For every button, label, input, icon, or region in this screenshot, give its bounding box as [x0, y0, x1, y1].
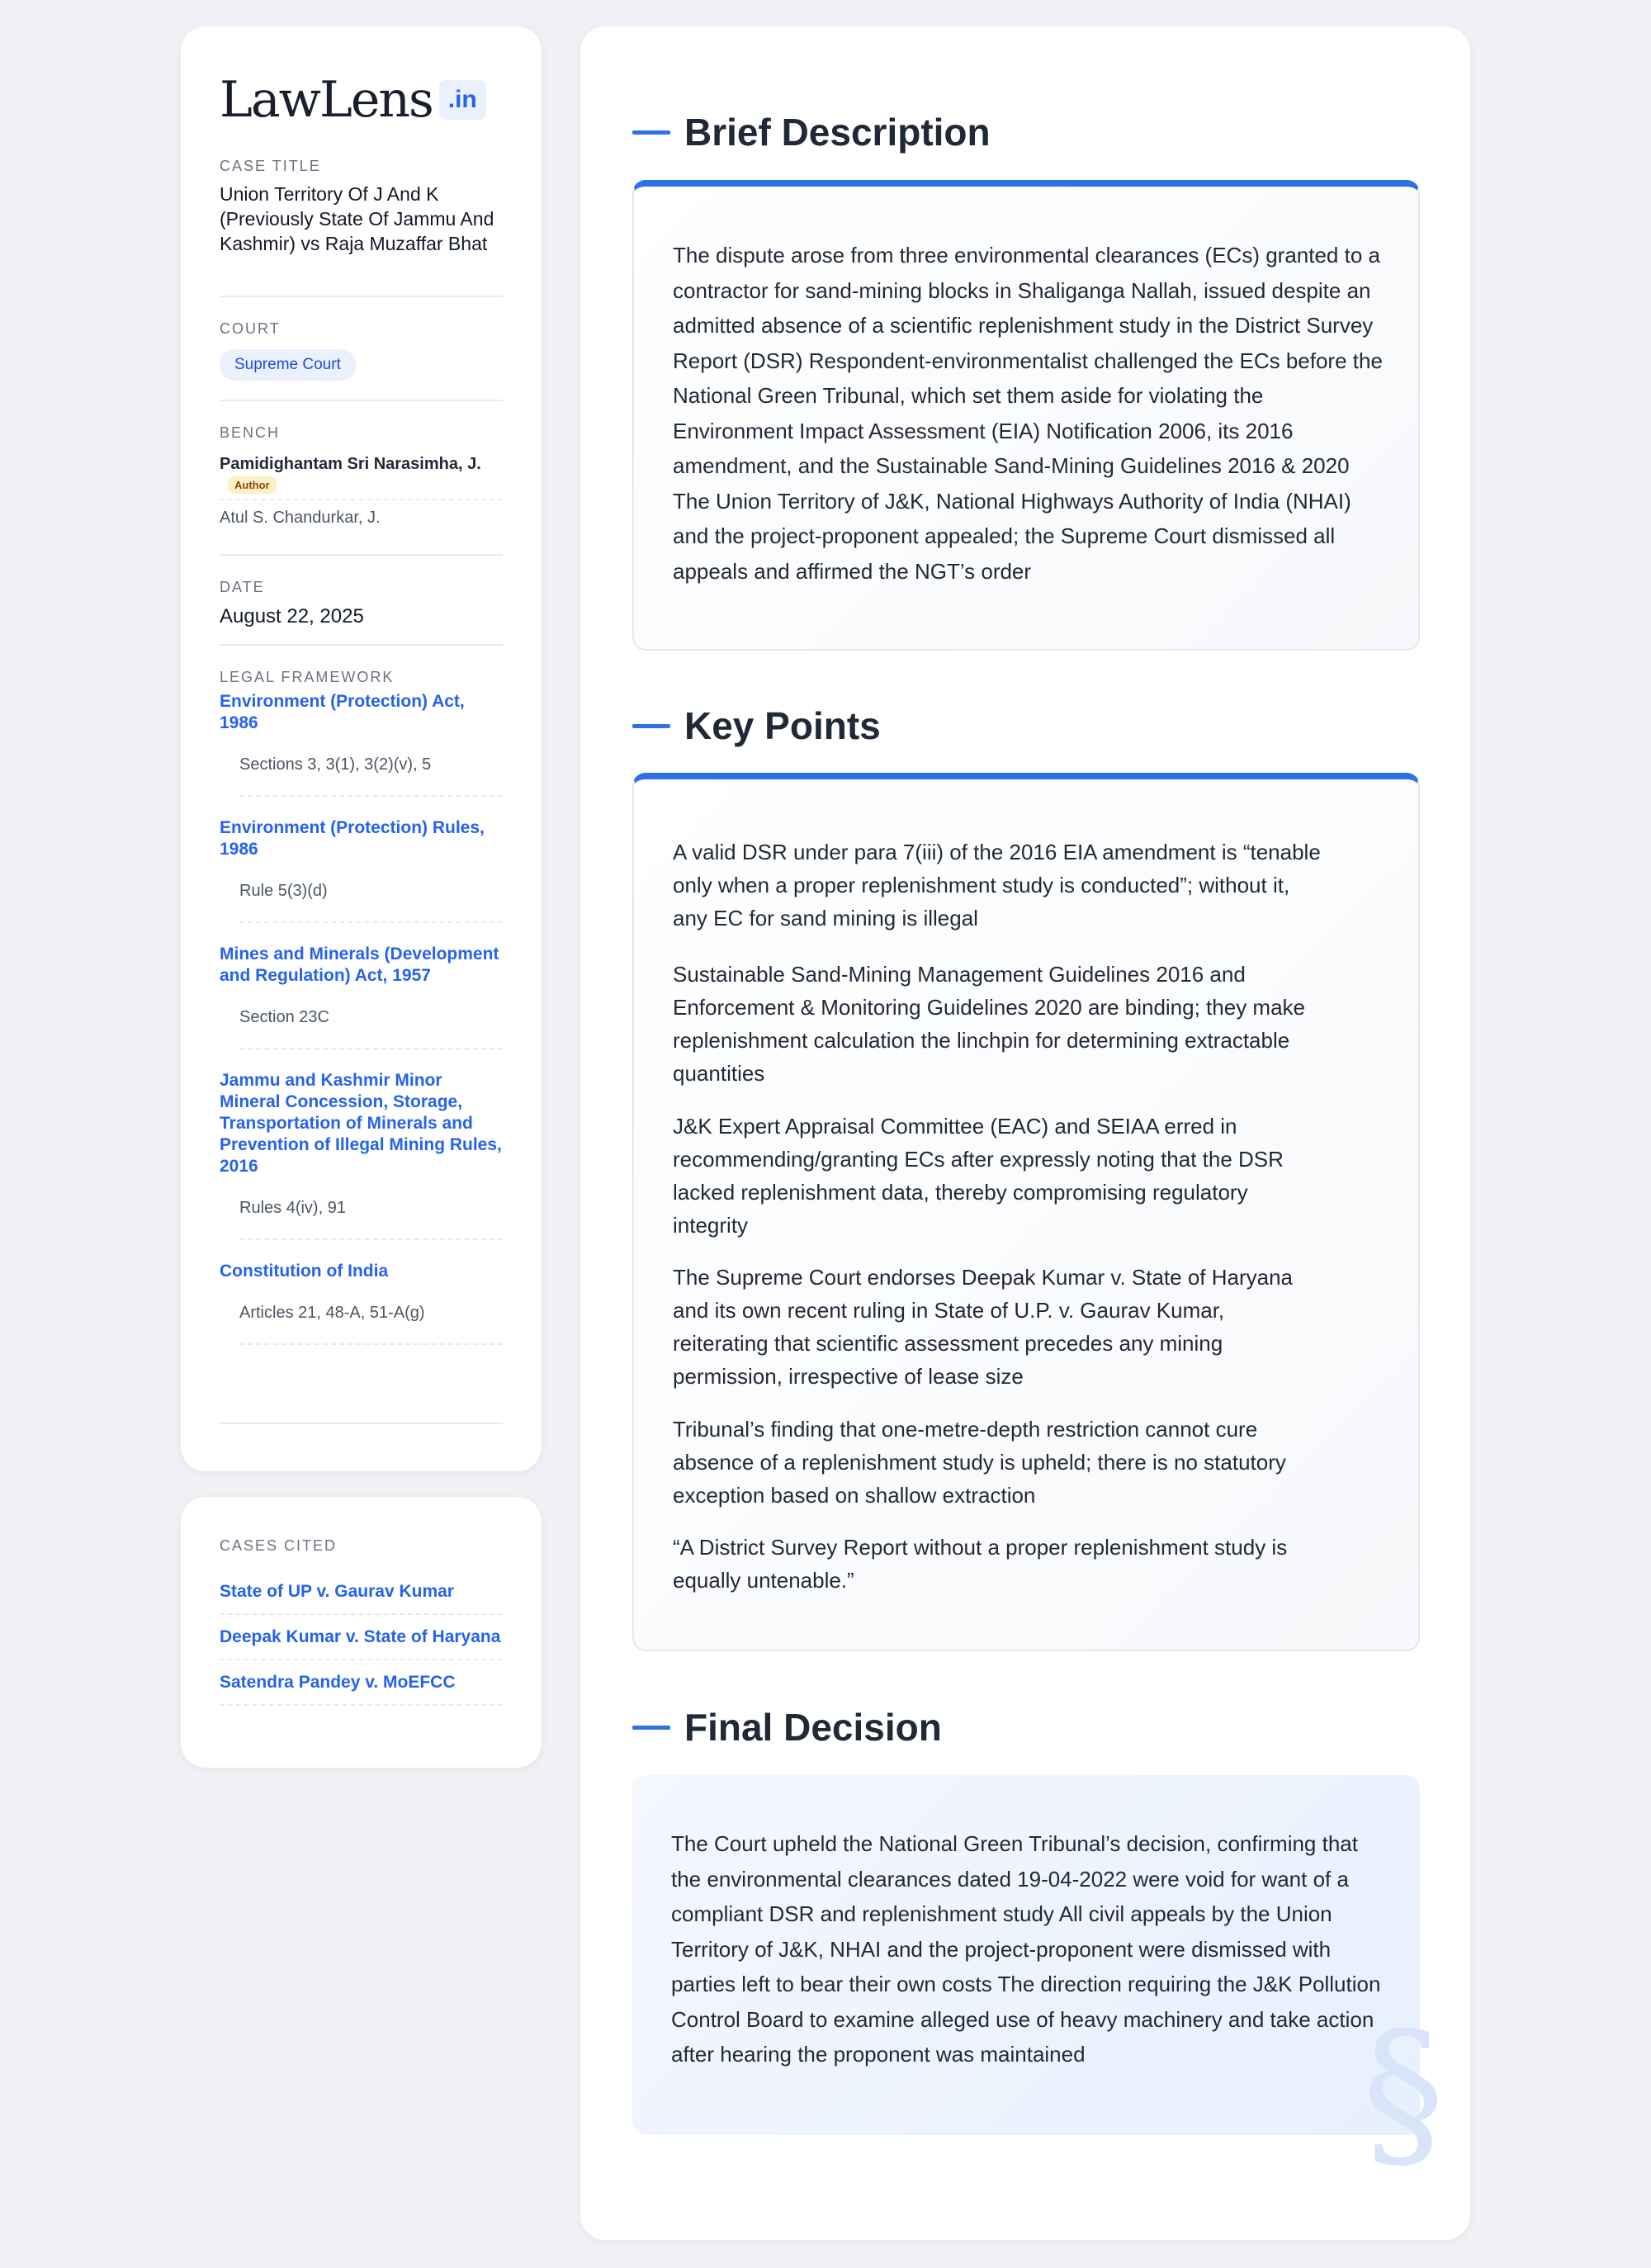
bench-label: BENCH	[220, 424, 281, 441]
act-link[interactable]: Mines and Minerals (Development and Regulation) Act, 1957	[220, 945, 499, 985]
act-sections: Rule 5(3)(d)	[239, 860, 503, 923]
bench-field	[220, 401, 503, 556]
brief-text: The dispute arose from three environmental clearances (ECs) granted to a contractor for sand-mining blocks in Shaliganga Nallah, issued despite an admitted absence of a scientific replenishment study in the District Survey Report (DSR) Respondent-environmentalist challenged the ECs before the National Green Tribunal, which set them aside for violating the Environment Impact Assessment (EIA) Notification 2006, its 2016 amendment, and the Sustainable Sand-Mining Guidelines 2016 & 2020 The Union Territory of J&K, National Highways Authority of India (NHAI) and the project-proponent appealed; the Supreme Court dismissed all appeals and affirmed the NGT’s order	[673, 243, 1383, 584]
date-label: DATE	[220, 579, 265, 595]
case-info-card	[181, 26, 542, 1471]
judge-name: Pamidighantam Sri Narasimha, J.	[220, 455, 481, 473]
final-decision-text: The Court upheld the National Green Tribunal’s decision, confirming that the environmental clearances dated 19-04-2022 were void for want of a compliant DSR and replenishment study All civil appeals by the Union Territory of J&K, NHAI and the project-proponent were dismissed with parties left to bear their own costs The direction requiring the J&K Pollution Control Board to examine alleged use of heavy machinery and take action after hearing the proponent was maintained	[671, 1831, 1381, 2067]
legal-framework-label: LEGAL FRAMEWORK	[220, 669, 395, 685]
judge-divider	[220, 499, 503, 500]
heading-accent	[632, 1726, 670, 1730]
act-link[interactable]: Jammu and Kashmir Minor Mineral Concession, Storage, Transportation of Minerals and Prevention of Illegal Mining Rules, 2016	[220, 1071, 502, 1176]
legal-framework-field	[220, 646, 503, 1424]
key-point: The Supreme Court endorses Deepak Kumar v. State of Haryana and its own recent ruling in State of U.P. v. Gaurav Kumar, reiterating that scientific assessment precedes any mining permission, irrespective of lease size	[673, 1265, 1294, 1389]
key-point: A valid DSR under para 7(iii) of the 2016 EIA amendment is “tenable only when a proper replenishment study is conducted”; without it, any EC for sand mining is illegal	[673, 840, 1321, 930]
key-point: Sustainable Sand-Mining Management Guidelines 2016 and Enforcement & Monitoring Guidelines 2020 are binding; they make replenishment calculation the linchpin for determining extractable quantities	[673, 962, 1305, 1086]
key-points-heading-text: Key Points	[684, 704, 881, 747]
act-link[interactable]: Constitution of India	[220, 1262, 389, 1281]
logo-text: LawLens	[220, 71, 433, 129]
final-decision-heading	[632, 1702, 942, 1752]
brief-heading	[632, 107, 991, 157]
judge-name: Atul S. Chandurkar, J.	[220, 509, 381, 527]
key-point: Tribunal’s finding that one-metre-depth restriction cannot cure absence of a replenishment study is upheld; there is no statutory exception based on shallow extraction	[673, 1417, 1286, 1508]
act-sections: Rules 4(iv), 91	[239, 1177, 503, 1240]
cases-cited-card	[181, 1497, 542, 1768]
logo[interactable]	[220, 69, 503, 130]
cases-cited-list	[220, 1570, 503, 1706]
cited-case-link[interactable]: Deepak Kumar v. State of Haryana	[220, 1615, 503, 1660]
court-label: COURT	[220, 320, 281, 337]
date-field	[220, 556, 503, 646]
act-sections: Section 23C	[239, 987, 503, 1049]
cases-cited-label: CASES CITED	[220, 1537, 338, 1554]
key-points-heading	[632, 701, 881, 750]
heading-accent	[632, 724, 670, 728]
act-link[interactable]: Environment (Protection) Act, 1986	[220, 692, 465, 732]
key-points-box	[632, 773, 1420, 1651]
case-title: Union Territory Of J And K (Previously State Of Jammu And Kashmir) vs Raja Muzaffar Bhat	[220, 183, 494, 254]
brief-box	[632, 180, 1420, 651]
act-sections: Sections 3, 3(1), 3(2)(v), 5	[239, 734, 503, 797]
cited-case-link[interactable]: Satendra Pandey v. MoEFCC	[220, 1660, 503, 1706]
brief-heading-text: Brief Description	[684, 111, 991, 154]
act-link[interactable]: Environment (Protection) Rules, 1986	[220, 818, 485, 859]
cited-case-link[interactable]: State of UP v. Gaurav Kumar	[220, 1570, 503, 1615]
court-field	[220, 297, 503, 401]
court-badge: Supreme Court	[220, 349, 356, 381]
judgment-date: August 22, 2025	[220, 605, 364, 627]
heading-accent	[632, 130, 670, 135]
case-title-field	[220, 157, 503, 297]
final-decision-heading-text: Final Decision	[684, 1706, 942, 1749]
key-point: “A District Survey Report without a proper replenishment study is equally untenable.”	[673, 1535, 1288, 1593]
case-title-label: CASE TITLE	[220, 158, 321, 174]
author-badge: Author	[228, 476, 277, 494]
key-point: J&K Expert Appraisal Committee (EAC) and SEIAA erred in recommending/granting ECs after expressly noting that the DSR lacked replenishment data, thereby compromising regulatory integrity	[673, 1114, 1284, 1238]
section-symbol-icon: §	[1362, 1997, 1445, 2190]
logo-tld-badge: .in	[439, 80, 486, 120]
act-sections: Articles 21, 48-A, 51-A(g)	[239, 1282, 503, 1345]
summary-card	[580, 26, 1470, 2240]
judge-author	[220, 454, 503, 494]
final-decision-box	[632, 1775, 1445, 2190]
